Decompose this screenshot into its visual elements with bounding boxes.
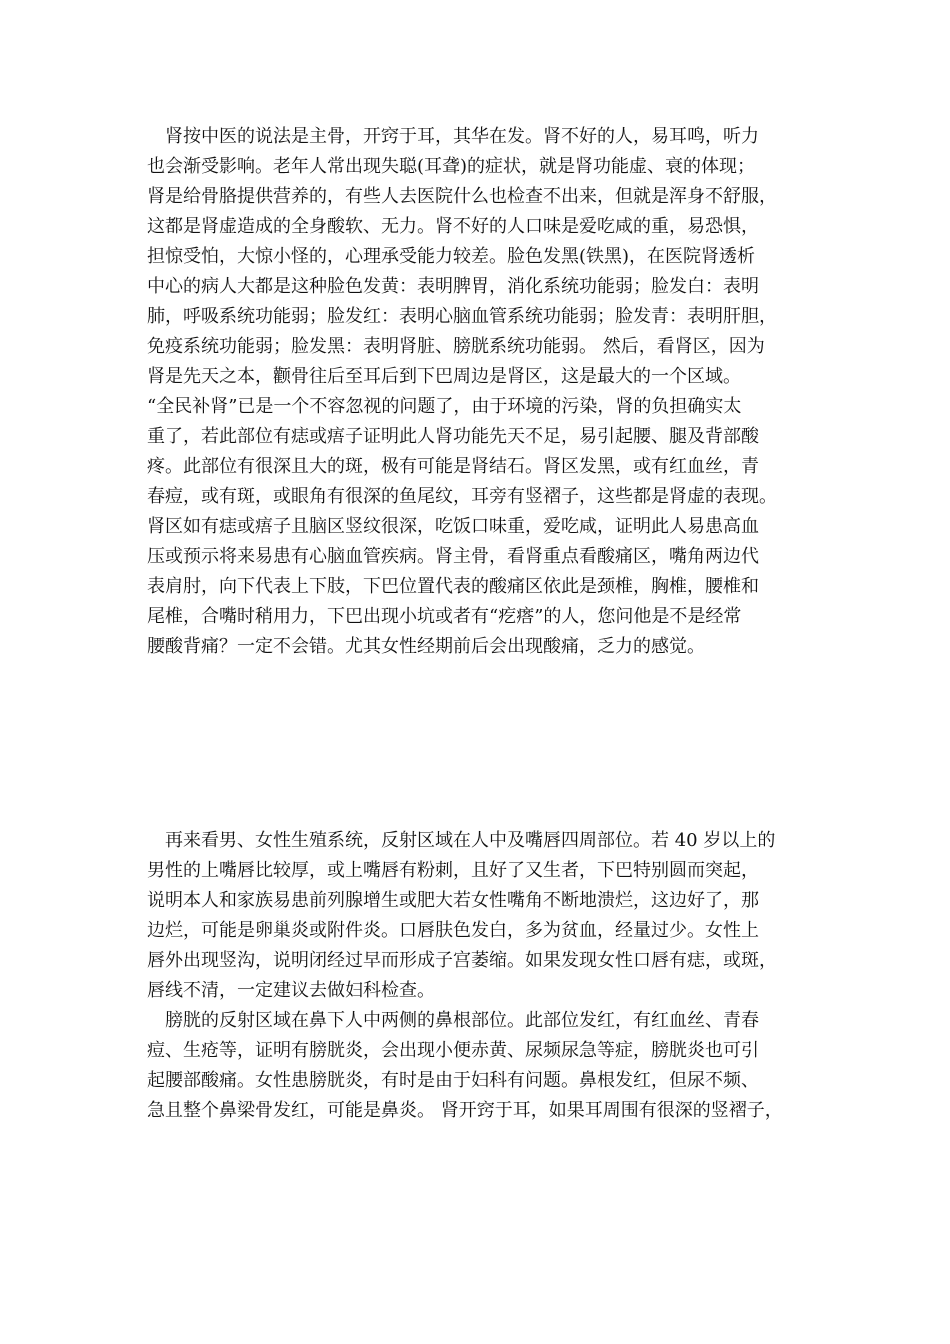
text-line: 男性的上嘴唇比较厚，或上嘴唇有粉刺，且好了又生者，下巴特别圆而突起， (147, 860, 759, 881)
text-line: 肺，呼吸系统功能弱；脸发红：表明心脑血管系统功能弱；脸发青：表明肝胆， (147, 306, 777, 327)
text-line: 唇外出现竖沟，说明闭经过早而形成子宫萎缩。如果发现女性口唇有痣，或斑， (147, 950, 777, 971)
text-line: 免疫系统功能弱；脸发黑：表明肾脏、膀胱系统功能弱。 然后，看肾区，因为 (147, 336, 765, 357)
text-line: 肾区如有痣或痦子且脑区竖纹很深，吃饭口味重，爱吃咸，证明此人易患高血 (147, 516, 759, 537)
text-line: 唇线不清，一定建议去做妇科检查。 (147, 980, 435, 1001)
paragraph-kidney (147, 122, 827, 662)
paragraph-reproductive-bladder (147, 826, 827, 1126)
text-line: 说明本人和家族易患前列腺增生或肥大若女性嘴角不断地溃烂，这边好了，那 (147, 890, 759, 911)
text-line: 起腰部酸痛。女性患膀胱炎，有时是由于妇科有问题。鼻根发红，但尿不频、 (147, 1070, 759, 1091)
text-line: 春痘，或有斑，或眼角有很深的鱼尾纹，耳旁有竖褶子，这些都是肾虚的表现。 (147, 486, 777, 507)
text-line: 表肩肘，向下代表上下肢，下巴位置代表的酸痛区依此是颈椎，胸椎，腰椎和 (147, 576, 759, 597)
text-line: 急且整个鼻梁骨发红，可能是鼻炎。 肾开窍于耳，如果耳周围有很深的竖褶子， (147, 1100, 783, 1121)
text-line: 再来看男、女性生殖系统，反射区域在人中及嘴唇四周部位。若 40 岁以上的 (147, 830, 776, 851)
text-line: 边烂，可能是卵巢炎或附件炎。口唇肤色发白，多为贫血，经量过少。女性上 (147, 920, 759, 941)
text-line: 重了，若此部位有痣或痦子证明此人肾功能先天不足，易引起腰、腿及背部酸 (147, 426, 759, 447)
text-line: 痘、生疮等，证明有膀胱炎，会出现小便赤黄、尿频尿急等症，膀胱炎也可引 (147, 1040, 759, 1061)
text-line: 肾按中医的说法是主骨，开窍于耳，其华在发。肾不好的人，易耳鸣，听力 (147, 126, 759, 147)
text-line: 担惊受怕，大惊小怪的，心理承受能力较差。脸色发黑(铁黑)，在医院肾透析 (147, 246, 756, 267)
text-line: 中心的病人大都是这种脸色发黄：表明脾胃，消化系统功能弱；脸发白：表明 (147, 276, 759, 297)
text-line: 膀胱的反射区域在鼻下人中两侧的鼻根部位。此部位发红，有红血丝、青春 (147, 1010, 759, 1031)
text-line: 腰酸背痛？一定不会错。尤其女性经期前后会出现酸痛，乏力的感觉。 (147, 636, 705, 657)
text-line: 疼。此部位有很深且大的斑，极有可能是肾结石。肾区发黑，或有红血丝，青 (147, 456, 759, 477)
text-line: 也会渐受影响。老年人常出现失聪(耳聋)的症状，就是肾功能虚、衰的体现； (147, 156, 756, 177)
text-line: “全民补肾”已是一个不容忽视的问题了，由于环境的污染，肾的负担确实太 (147, 396, 742, 417)
text-line: 尾椎，合嘴时稍用力，下巴出现小坑或者有“疙瘩”的人，您问他是不是经常 (147, 606, 742, 627)
text-line: 压或预示将来易患有心脑血管疾病。肾主骨，看肾重点看酸痛区，嘴角两边代 (147, 546, 759, 567)
text-line: 这都是肾虚造成的全身酸软、无力。肾不好的人口味是爱吃咸的重，易恐惧， (147, 216, 759, 237)
text-line: 肾是先天之本，颧骨往后至耳后到下巴周边是肾区，这是最大的一个区域。 (147, 366, 741, 387)
text-line: 肾是给骨胳提供营养的，有些人去医院什么也检查不出来，但就是浑身不舒服， (147, 186, 777, 207)
